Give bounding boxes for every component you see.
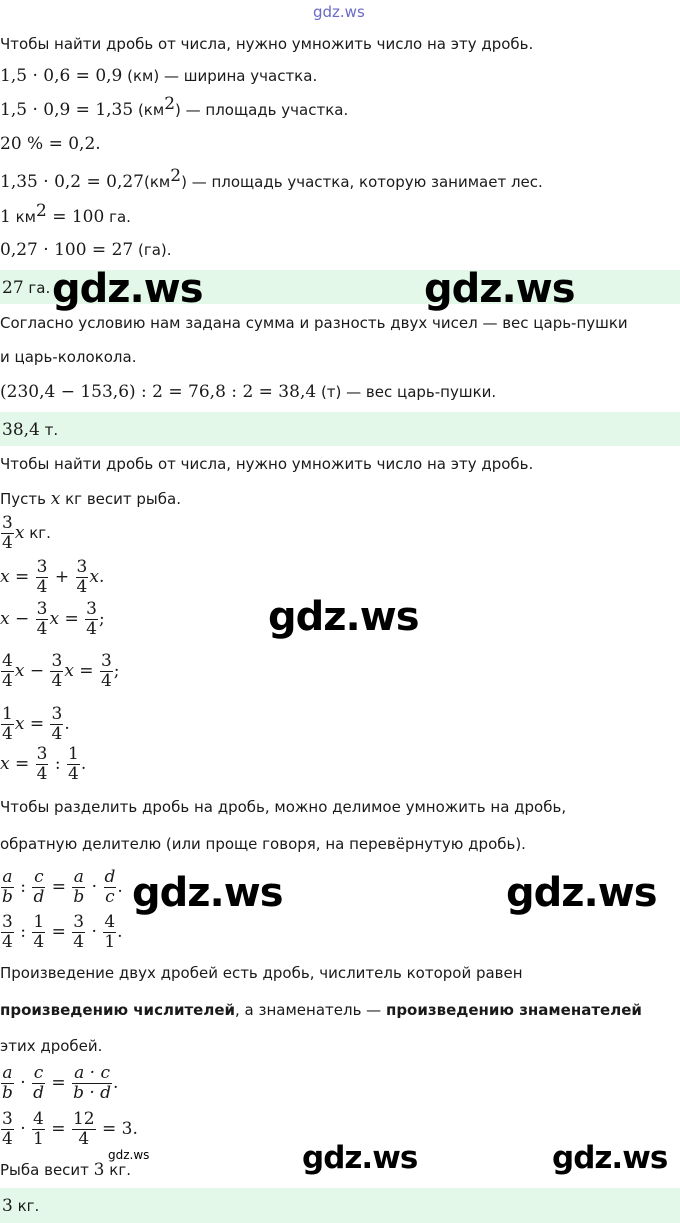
p3-intro: Чтобы найти дробь от числа, нужно умножить число на эту дробь.	[0, 455, 534, 473]
p3-product-formula: $\frac{a}{b}$ · $\frac{c}{d}$ = $\frac{a \cdot c}{b \cdot d}$ .	[2, 1063, 119, 1103]
p2-answer-box	[0, 412, 680, 446]
p1-width-line: 1,5 · 0,6 = 0,9 (км) — ширина участка.	[0, 66, 318, 86]
watermark: gdz.ws	[268, 594, 419, 640]
p3-product-rule-2: произведению числителей, а знаменатель — произведению знаменателей	[0, 1001, 642, 1019]
p3-equation-line-4: $\frac{1}{4}$ x = $\frac{3}{4}$ .	[2, 704, 70, 744]
p3-equation-line-1: x = $\frac{3}{4}$ + $\frac{3}{4}$ x.	[0, 557, 105, 597]
p3-final-line: Рыба весит 3 кг.	[0, 1160, 131, 1180]
p3-division-formula: $\frac{a}{b}$ : $\frac{c}{d}$ = $\frac{a}{b}$ · $\frac{d}{c}$ .	[2, 867, 123, 907]
p3-product-applied: $\frac{3}{4}$ · $\frac{4}{1}$ = $\frac{12}{4}$ = 3.	[2, 1109, 138, 1149]
watermark: gdz.ws	[506, 870, 657, 916]
p3-equation-line-5: x = $\frac{3}{4}$ : $\frac{1}{4}$ .	[0, 744, 87, 784]
p1-forest-line: $1,35 \cdot 0,2 = 0,27(км^2)$ — площадь участка, которую занимает лес.	[0, 166, 543, 192]
top-watermark: gdz.ws	[313, 3, 365, 21]
p1-conversion-line: 1 $км^2 = 100$ га.	[0, 201, 131, 227]
p2-calc-line: (230,4 − 153,6) : 2 = 76,8 : 2 = 38,4 (т) — вес царь-пушки.	[0, 382, 497, 402]
p3-product-rule-1: Произведение двух дробей есть дробь, числитель которой равен	[0, 964, 523, 982]
p3-division-rule-2: обратную делителю (или проще говоря, на перевёрнутую дробь).	[0, 835, 526, 853]
p1-percent-line: 20 % = 0,2.	[0, 134, 101, 154]
watermark: gdz.ws	[302, 1140, 418, 1176]
small-watermark: gdz.ws	[108, 1148, 150, 1162]
p3-division-applied: $\frac{3}{4}$ : $\frac{1}{4}$ = $\frac{3}{4}$ · $\frac{4}{1}$ .	[2, 912, 123, 952]
p3-product-rule-3: этих дробей.	[0, 1037, 103, 1055]
p3-equation-line-3: $\frac{4}{4}$ x − $\frac{3}{4}$ x = $\frac{3}{4}$ ;	[2, 651, 120, 691]
watermark: gdz.ws	[424, 266, 575, 312]
p2-intro-line2: и царь-колокола.	[0, 348, 137, 366]
p1-result-line: 0,27 · 100 = 27 (га).	[0, 240, 172, 260]
p3-answer-box	[0, 1188, 680, 1223]
p2-intro-line1: Согласно условию нам задана сумма и разность двух чисел — вес царь-пушки	[0, 314, 628, 332]
p3-fraction-line-1: $\frac{3}{4}$ x кг.	[2, 513, 51, 553]
p1-intro: Чтобы найти дробь от числа, нужно умножить число на эту дробь.	[0, 35, 534, 53]
watermark: gdz.ws	[132, 870, 283, 916]
p1-answer: 27 га.	[2, 278, 51, 298]
watermark: gdz.ws	[552, 1140, 668, 1176]
p3-answer: 3 кг.	[2, 1196, 40, 1216]
p3-division-rule-1: Чтобы разделить дробь на дробь, можно делимое умножить на дробь,	[0, 798, 567, 816]
p2-answer: 38,4 т.	[2, 420, 59, 440]
p3-equation-line-2: x − $\frac{3}{4}$ x = $\frac{3}{4}$ ;	[0, 599, 105, 639]
p1-area-line: 1,5 · 0,9 = 1,35 $(км^2)$ — площадь участка.	[0, 94, 349, 120]
p3-let-line: Пусть x кг весит рыба.	[0, 489, 181, 509]
watermark: gdz.ws	[52, 266, 203, 312]
